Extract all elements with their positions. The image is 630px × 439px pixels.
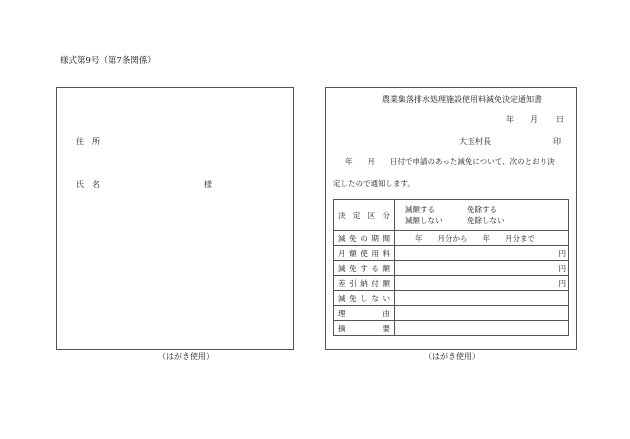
decision-table bbox=[333, 199, 569, 336]
yen-unit: 円 bbox=[558, 278, 566, 288]
no-reduction-label: 減免しない bbox=[334, 291, 395, 306]
monthly-fee-label: 月額使用料 bbox=[334, 246, 395, 261]
name-label: 氏 名 bbox=[76, 180, 100, 189]
date-year: 年 bbox=[506, 115, 514, 124]
yen-unit: 円 bbox=[558, 248, 566, 258]
period-value: 年 月分から 年 月分まで bbox=[395, 231, 569, 246]
table-row bbox=[334, 200, 569, 231]
date-month: 月 bbox=[530, 115, 538, 124]
left-card-caption: （はがき使用） bbox=[158, 352, 214, 361]
decision-options bbox=[395, 200, 569, 231]
right-card-caption: （はがき使用） bbox=[424, 352, 480, 361]
reason-label: 理 由 bbox=[334, 306, 395, 321]
decision-label: 決定区分 bbox=[334, 200, 395, 231]
issuer: 大玉村長 bbox=[459, 137, 491, 146]
remarks-value bbox=[395, 321, 569, 336]
table-row bbox=[334, 276, 569, 291]
period-label: 減免の期間 bbox=[334, 231, 395, 246]
option-no-reduce: 減額しない bbox=[405, 216, 443, 225]
table-row bbox=[334, 306, 569, 321]
option-reduce: 減額する bbox=[405, 205, 435, 214]
reason-value bbox=[395, 306, 569, 321]
yen-unit: 円 bbox=[558, 263, 566, 273]
monthly-fee-value bbox=[395, 246, 569, 261]
date-day: 日 bbox=[556, 115, 564, 124]
seal-mark: 印 bbox=[553, 137, 561, 146]
honorific: 様 bbox=[204, 180, 212, 189]
table-row bbox=[334, 291, 569, 306]
address-label: 住 所 bbox=[76, 137, 100, 146]
payable-amount-label: 差引納付額 bbox=[334, 276, 395, 291]
notice-title: 農業集落排水処理施設使用料減免決定通知書 bbox=[382, 95, 542, 104]
table-row bbox=[334, 246, 569, 261]
remarks-label: 摘 要 bbox=[334, 321, 395, 336]
notice-body-line1: 年 月 日付で申請のあった減免について、次のとおり決 bbox=[345, 157, 555, 166]
no-reduction-value bbox=[395, 291, 569, 306]
table-row bbox=[334, 231, 569, 246]
address-card bbox=[56, 87, 294, 350]
table-row bbox=[334, 261, 569, 276]
option-exempt: 免除する bbox=[467, 205, 497, 214]
form-number: 様式第9号（第7条関係） bbox=[60, 56, 156, 66]
reduced-amount-value bbox=[395, 261, 569, 276]
payable-amount-value bbox=[395, 276, 569, 291]
reduced-amount-label: 減免する額 bbox=[334, 261, 395, 276]
table-row bbox=[334, 321, 569, 336]
option-no-exempt: 免除しない bbox=[467, 216, 505, 225]
notice-body-line2: 定したので通知します。 bbox=[333, 179, 415, 188]
